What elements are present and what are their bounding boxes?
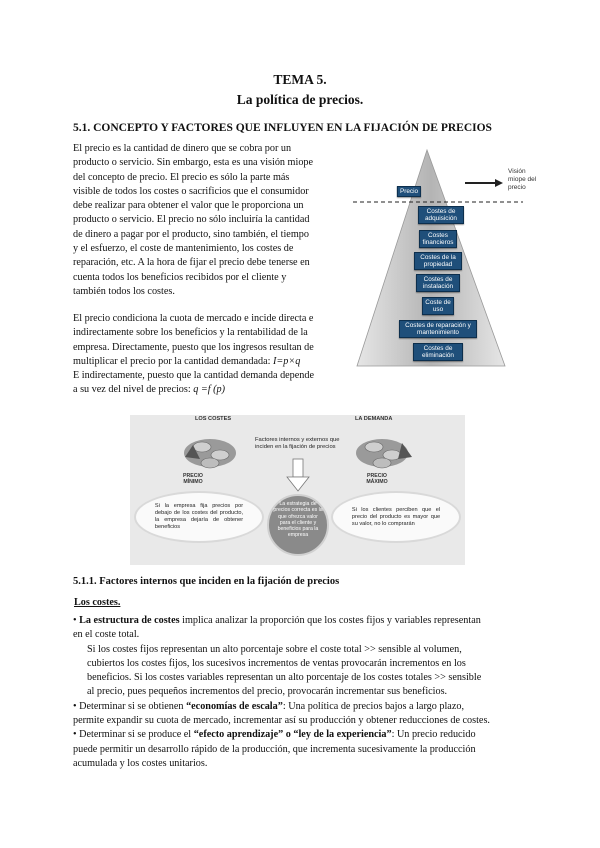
text-fragment: implica analizar la proporción que los costes fijos y variables representan <box>179 615 481 626</box>
max-price-label: PRECIO MÁXIMO <box>366 473 388 485</box>
formula-income: I=p×q <box>273 355 301 367</box>
text-line <box>73 383 343 397</box>
text-line: producto o servicio. El precio no sólo incluiría la cantidad <box>73 214 310 226</box>
text-fragment: Determinar si se produce el <box>79 729 194 741</box>
section-heading: 5.1. CONCEPTO Y FACTORES QUE INFLUYEN EN LA FIJACIÓN DE PRECIOS <box>73 122 492 134</box>
document-title: TEMA 5. <box>273 72 327 87</box>
cost-pyramid-figure <box>345 140 540 368</box>
coins-left-icon <box>184 439 236 468</box>
text-line: del concepto de precio. El precio es sólo la parte más <box>73 171 290 183</box>
text-line: Si los costes fijos representan un alto porcentaje sobre el coste total >> sensible al volumen, <box>87 643 462 655</box>
text-line: al precio, pues pequeños incrementos del precio, provocarán incrementar sus beneficios. <box>87 686 448 698</box>
subsection-heading: 5.1.1. Factores internos que inciden en la fijación de precios <box>73 576 340 587</box>
text-line: puede permitir un desarrollo rápido de la producción, que incrementa sucesivamente la producción <box>73 743 476 755</box>
text-line: beneficios. Si los costes variables representan un alto porcentaje de los costes totales >> sensible <box>87 672 482 684</box>
pyramid-box-repair: Costes de reparación y mantenimiento <box>399 320 477 338</box>
text-line: producto o servicio. Sin embargo, esta es una visión miope <box>73 157 314 169</box>
list-item: • Determinar si se obtienen “economías de escala”: Una política de precios bajos a largo plazo, <box>73 700 464 712</box>
factors-text: Factores internos y externos que inciden en la fijación de precios <box>255 437 340 450</box>
down-arrow-icon <box>287 459 309 491</box>
pyramid-box-disposal: Costes de eliminación <box>413 343 463 361</box>
second-paragraph <box>73 312 343 398</box>
text-line: E indirectamente, puesto que la cantidad demanda depende <box>73 370 315 382</box>
text-bold: La estructura de costes <box>79 615 180 626</box>
coins-right-icon <box>356 439 412 468</box>
left-cloud: Si la empresa fija precios por debajo de los costes del producto, la empresa dejaría de obtener beneficios <box>136 493 262 541</box>
costs-label: LOS COSTES <box>195 416 232 422</box>
text-line: empresa. Directamente, puesto que los ingresos resultan de <box>73 341 314 353</box>
pyramid-box-usage: Coste de uso <box>422 297 454 315</box>
text-bold: “efecto aprendizaje” o “ley de la experiencia” <box>193 729 392 741</box>
text-bold: “economías de escala” <box>186 700 283 712</box>
intro-paragraph <box>73 142 343 299</box>
text-fragment: : Un precio reducido <box>391 729 476 741</box>
text-fragment: a su vez del nivel de precios: <box>73 384 194 396</box>
text-line <box>73 355 343 369</box>
pyramid-box-installation: Costes de instalación <box>416 274 460 292</box>
pyramid-box-price: Precio <box>397 186 421 197</box>
right-cloud: Si los clientes perciben que el precio del producto es mayor que su valor, no lo comprarán <box>333 493 459 541</box>
text-fragment: multiplicar el precio por la cantidad demandada: <box>73 355 273 367</box>
text-line: y el esfuerzo, el coste de mantenimiento, los costes de <box>73 243 294 255</box>
strategy-text: La estrategia de precios correcta es la que ofrezca valor para el cliente y beneficios para la empresa <box>273 501 323 539</box>
text-line: visible de todos los costes o sacrificios que el consumidor <box>73 185 309 197</box>
text-line: reparación, etc. A la hora de fijar el precio debe tenerse en <box>73 257 310 269</box>
document-subtitle: La política de precios. <box>236 92 364 107</box>
list-item: • Determinar si se produce el “efecto aprendizaje” o “ley de la experiencia”: Un precio reducido <box>73 729 476 741</box>
text-fragment: Determinar si se obtienen <box>79 700 187 712</box>
demand-label: LA DEMANDA <box>355 416 393 422</box>
pricing-factors-figure <box>130 415 465 565</box>
text-line: permite expandir su cuota de mercado, incrementar así su producción y obtener reducciones de costes. <box>73 715 490 727</box>
pyramid-box-financial: Costes financieros <box>419 230 457 248</box>
text-line: debe realizar para obtener el valor que le proporciona un <box>73 200 304 212</box>
factors-list <box>73 614 533 771</box>
myopic-view-label: Visión miope del precio <box>508 168 537 191</box>
text-fragment: : Una política de precios bajos a largo plazo, <box>282 700 464 712</box>
list-item: • La estructura de costes implica analizar la proporción que los costes fijos y variables representan <box>73 615 481 626</box>
text-line: también todos los costes. <box>73 285 175 297</box>
text-line: en el coste total. <box>73 629 140 641</box>
text-line: El precio condiciona la cuota de mercado e incide directa e <box>73 313 314 324</box>
text-line: cubiertos los costes fijos, los sucesivos incrementos de ventas provocarán incrementos en los <box>87 657 466 669</box>
pyramid-box-ownership: Costes de la propiedad <box>414 252 462 270</box>
pyramid-box-acquisition: Costes de adquisición <box>418 206 464 224</box>
formula-demand: q =f (p) <box>193 384 226 396</box>
text-line: El precio es la cantidad de dinero que se cobra por un <box>73 143 292 154</box>
min-price-label: PRECIO MÍNIMO <box>183 473 203 485</box>
text-line: de dinero a pagar por el producto, sino también, el tiempo <box>73 228 309 240</box>
text-line: acumulada y los costes unitarios. <box>73 757 208 769</box>
costs-heading: Los costes. <box>74 597 121 608</box>
text-line: indirectamente sobre los beneficios y la rentabilidad de la <box>73 327 308 339</box>
text-line: cuenta todos los beneficios recibidos por el cliente y <box>73 271 287 283</box>
